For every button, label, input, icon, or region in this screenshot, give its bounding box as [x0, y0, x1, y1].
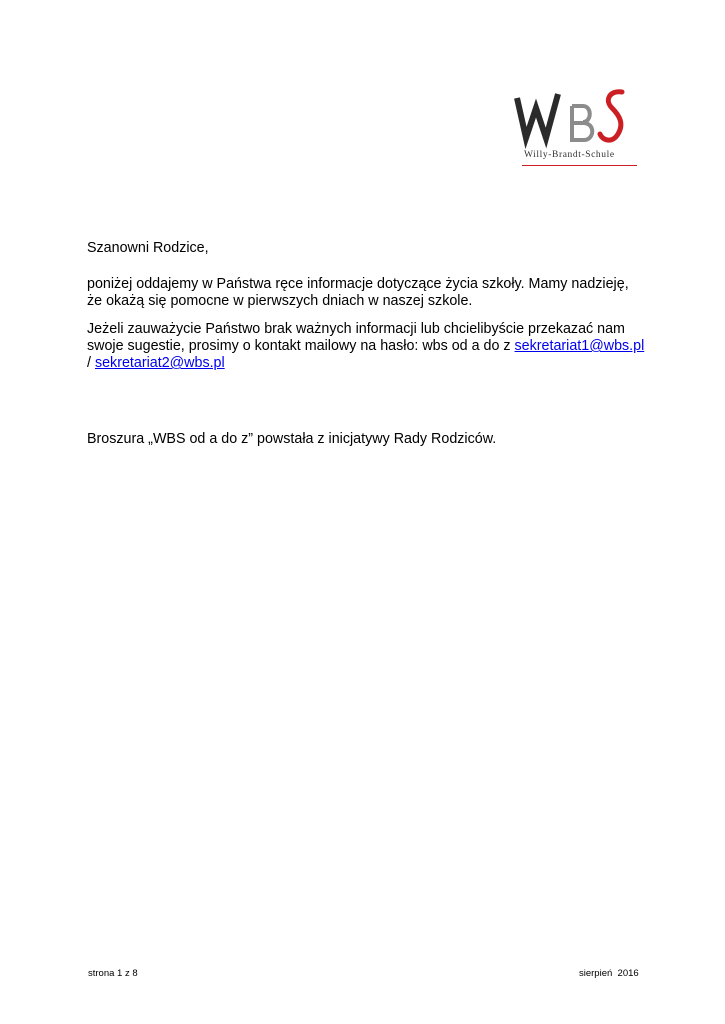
page-number: strona 1 z 8 — [88, 968, 138, 979]
wbs-logo-mark — [514, 88, 642, 150]
logo-wordmark: Willy-Brandt-Schule — [524, 150, 615, 160]
intro-paragraph: poniżej oddajemy w Państwa ręce informacje dotyczące życia szkoły. Mamy nadzieję, że okażą się pomocne w pierwszych dniach w naszej szkole. — [87, 276, 629, 309]
contact-paragraph — [87, 321, 647, 372]
email-link-sekretariat1[interactable]: sekretariat1@wbs.pl — [514, 338, 645, 354]
greeting: Szanowni Rodzice, — [87, 240, 209, 256]
wbs-logo — [514, 88, 642, 170]
email-link-sekretariat2[interactable]: sekretariat2@wbs.pl — [94, 355, 225, 371]
contact-text: Jeżeli zauważycie Państwo brak ważnych informacji lub chcielibyście przekazać nam swoje sugestie, prosimy o kontakt mailowy na hasło: wbs od a do z — [87, 321, 625, 354]
logo-underline — [522, 165, 637, 166]
closing-note: Broszura „WBS od a do z” powstała z inicjatywy Rady Rodziców. — [87, 431, 497, 447]
footer-date: sierpień 2016 — [579, 968, 639, 979]
email-separator: / — [87, 355, 95, 371]
